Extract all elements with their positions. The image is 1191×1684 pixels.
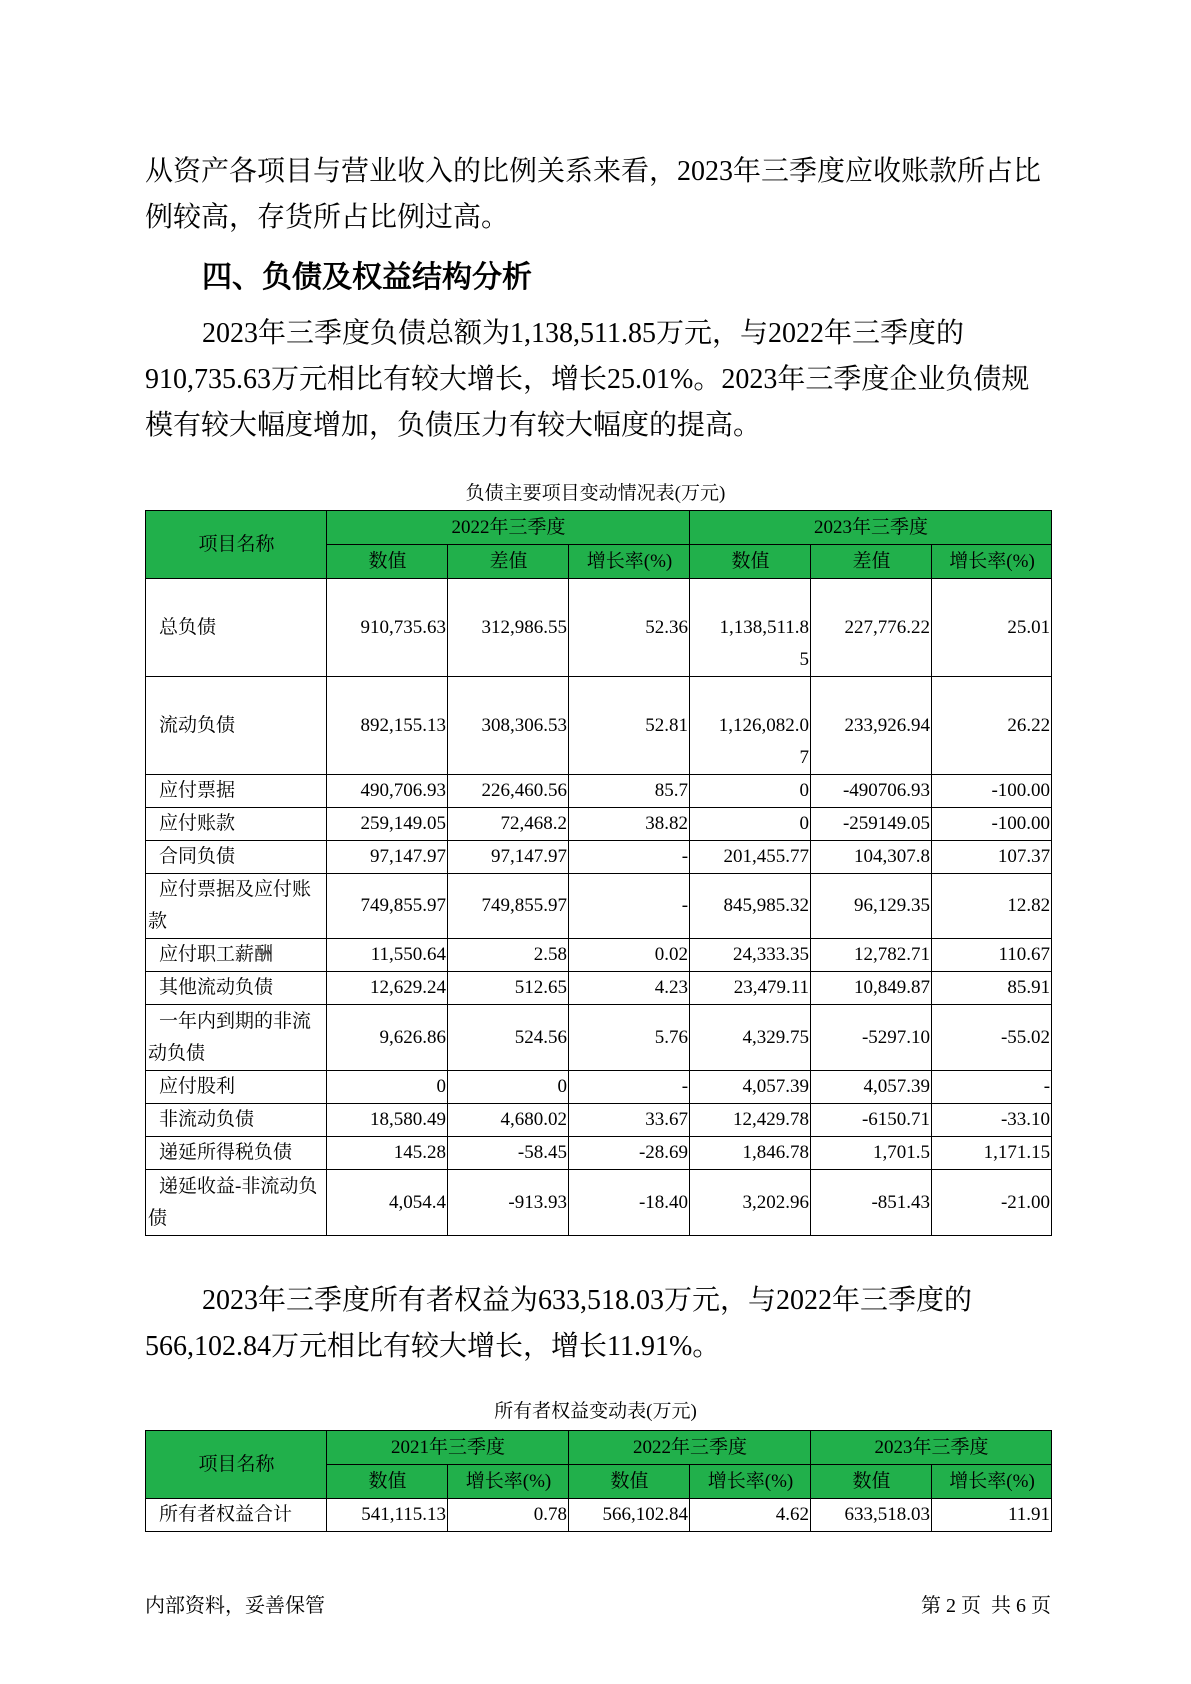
cell-2022-diff: 524.56	[448, 1005, 569, 1071]
cell-2022-diff: 308,306.53	[448, 677, 569, 775]
cell-item: 递延收益-非流动负债	[146, 1170, 327, 1236]
liability-table-caption: 负债主要项目变动情况表(万元)	[465, 483, 726, 504]
header-2022-growth: 增长率(%)	[569, 545, 690, 579]
cell-2022-growth: 85.7	[569, 775, 690, 808]
cell-2023-value-text: 1,138,511.85	[719, 616, 810, 670]
cell-item: 所有者权益合计	[146, 1499, 327, 1532]
header-period-2022: 2022年三季度	[327, 511, 690, 545]
cell-2022-diff: -58.45	[448, 1137, 569, 1170]
cell-2023-value	[690, 677, 811, 775]
cell-2023-growth: 25.01	[932, 579, 1052, 677]
cell-2022-growth: 33.67	[569, 1104, 690, 1137]
cell-2022-value: 749,855.97	[327, 874, 448, 939]
cell-2023-diff: 4,057.39	[811, 1071, 932, 1104]
cell-2021-growth: 0.78	[448, 1499, 569, 1532]
cell-2022-value: 12,629.24	[327, 972, 448, 1005]
cell-2023-value: 4,057.39	[690, 1071, 811, 1104]
cell-item: 递延所得税负债	[146, 1137, 327, 1170]
cell-2023-value: 4,329.75	[690, 1005, 811, 1071]
cell-2023-growth: -21.00	[932, 1170, 1052, 1236]
cell-item: 合同负债	[146, 841, 327, 874]
liability-paragraph: 2023年三季度负债总额为1,138,511.85万元，与2022年三季度的910,735.63万元相比有较大增长，增长25.01%。2023年三季度企业负债规模有较大幅度增加，负债压力有较大幅度的提高。	[145, 318, 1030, 441]
cell-2023-value: 633,518.03	[811, 1499, 932, 1532]
cell-2022-value: 910,735.63	[327, 579, 448, 677]
cell-2022-value: 4,054.4	[327, 1170, 448, 1236]
cell-2022-value: 566,102.84	[569, 1499, 690, 1532]
cell-2022-diff: 749,855.97	[448, 874, 569, 939]
header-2022-value: 数值	[327, 545, 448, 579]
cell-2023-value: 3,202.96	[690, 1170, 811, 1236]
cell-2023-diff: -259149.05	[811, 808, 932, 841]
table-row	[146, 1137, 1052, 1170]
cell-2022-diff: -913.93	[448, 1170, 569, 1236]
cell-2022-value: 490,706.93	[327, 775, 448, 808]
cell-2022-value: 18,580.49	[327, 1104, 448, 1137]
cell-2023-value: 0	[690, 775, 811, 808]
footer-confidential-note: 内部资料，妥善保管	[145, 1595, 325, 1617]
table-row	[146, 775, 1052, 808]
cell-2023-diff: 12,782.71	[811, 939, 932, 972]
cell-2023-value: 201,455.77	[690, 841, 811, 874]
footer-page-number: 第 2 页 共 6 页	[921, 1595, 1051, 1617]
cell-item: 应付票据及应付账款	[146, 874, 327, 939]
cell-2023-growth: 107.37	[932, 841, 1052, 874]
table-row	[146, 808, 1052, 841]
cell-2023-growth: 110.67	[932, 939, 1052, 972]
cell-2022-growth: 5.76	[569, 1005, 690, 1071]
header-period-2021: 2021年三季度	[327, 1431, 569, 1465]
table-row	[146, 841, 1052, 874]
cell-2022-diff: 2.58	[448, 939, 569, 972]
header-2023-growth: 增长率(%)	[932, 1465, 1052, 1499]
cell-item: 一年内到期的非流动负债	[146, 1005, 327, 1071]
cell-2022-growth: 0.02	[569, 939, 690, 972]
cell-2022-growth: 52.81	[569, 677, 690, 775]
table-row	[146, 579, 1052, 677]
cell-item: 其他流动负债	[146, 972, 327, 1005]
cell-2022-diff: 97,147.97	[448, 841, 569, 874]
cell-2023-diff: 96,129.35	[811, 874, 932, 939]
cell-2023-diff: 104,307.8	[811, 841, 932, 874]
cell-2022-growth: -28.69	[569, 1137, 690, 1170]
cell-2023-growth: -100.00	[932, 808, 1052, 841]
cell-item: 非流动负债	[146, 1104, 327, 1137]
cell-2023-growth: -100.00	[932, 775, 1052, 808]
cell-2023-diff: -5297.10	[811, 1005, 932, 1071]
cell-2022-value: 0	[327, 1071, 448, 1104]
cell-item: 总负债	[146, 579, 327, 677]
cell-2022-growth: 38.82	[569, 808, 690, 841]
cell-item: 应付股利	[146, 1071, 327, 1104]
cell-2022-diff: 226,460.56	[448, 775, 569, 808]
cell-2023-diff: -851.43	[811, 1170, 932, 1236]
cell-2023-growth: -33.10	[932, 1104, 1052, 1137]
cell-2022-growth: -18.40	[569, 1170, 690, 1236]
header-2023-growth: 增长率(%)	[932, 545, 1052, 579]
cell-2023-growth: -55.02	[932, 1005, 1052, 1071]
cell-2023-value: 24,333.35	[690, 939, 811, 972]
table-row	[146, 677, 1052, 775]
equity-paragraph: 2023年三季度所有者权益为633,518.03万元，与2022年三季度的566,102.84万元相比有较大增长，增长11.91%。	[145, 1285, 973, 1362]
cell-2023-diff: 10,849.87	[811, 972, 932, 1005]
cell-2023-diff: 1,701.5	[811, 1137, 932, 1170]
table-row	[146, 972, 1052, 1005]
header-2023-value: 数值	[690, 545, 811, 579]
cell-2023-diff: -6150.71	[811, 1104, 932, 1137]
cell-2023-value: 0	[690, 808, 811, 841]
table-row	[146, 1170, 1052, 1236]
cell-2023-diff: -490706.93	[811, 775, 932, 808]
header-2022-diff: 差值	[448, 545, 569, 579]
cell-2022-value: 9,626.86	[327, 1005, 448, 1071]
header-period-2023: 2023年三季度	[811, 1431, 1052, 1465]
cell-2023-growth: -	[932, 1071, 1052, 1104]
cell-2023-value	[690, 579, 811, 677]
cell-item: 应付职工薪酬	[146, 939, 327, 972]
cell-item: 流动负债	[146, 677, 327, 775]
intro-paragraph: 从资产各项目与营业收入的比例关系来看，2023年三季度应收账款所占比例较高，存货所占比例过高。	[145, 156, 1042, 233]
cell-2023-growth: 12.82	[932, 874, 1052, 939]
cell-2022-growth: 4.62	[690, 1499, 811, 1532]
header-period-2022: 2022年三季度	[569, 1431, 811, 1465]
header-2022-value: 数值	[569, 1465, 690, 1499]
cell-2023-growth: 85.91	[932, 972, 1052, 1005]
header-2023-diff: 差值	[811, 545, 932, 579]
cell-2023-growth: 26.22	[932, 677, 1052, 775]
cell-2022-value: 11,550.64	[327, 939, 448, 972]
cell-2022-growth: -	[569, 1071, 690, 1104]
cell-2023-value: 12,429.78	[690, 1104, 811, 1137]
cell-2022-diff: 512.65	[448, 972, 569, 1005]
table-row	[146, 939, 1052, 972]
cell-2023-diff: 233,926.94	[811, 677, 932, 775]
table-row	[146, 1005, 1052, 1071]
cell-item: 应付票据	[146, 775, 327, 808]
cell-2022-diff: 72,468.2	[448, 808, 569, 841]
table-row	[146, 1104, 1052, 1137]
table-row	[146, 874, 1052, 939]
cell-2023-growth: 11.91	[932, 1499, 1052, 1532]
cell-2023-value: 1,846.78	[690, 1137, 811, 1170]
header-item-name: 项目名称	[146, 511, 327, 579]
section-heading: 四、负债及权益结构分析	[202, 261, 532, 294]
cell-2023-value: 23,479.11	[690, 972, 811, 1005]
cell-item: 应付账款	[146, 808, 327, 841]
cell-2022-value: 97,147.97	[327, 841, 448, 874]
cell-2023-value: 845,985.32	[690, 874, 811, 939]
header-2023-value: 数值	[811, 1465, 932, 1499]
cell-2022-diff: 312,986.55	[448, 579, 569, 677]
header-2022-growth: 增长率(%)	[690, 1465, 811, 1499]
cell-2021-value: 541,115.13	[327, 1499, 448, 1532]
cell-2022-diff: 0	[448, 1071, 569, 1104]
cell-2022-value: 892,155.13	[327, 677, 448, 775]
liability-table	[145, 510, 1052, 1236]
cell-2022-growth: -	[569, 841, 690, 874]
table-header-row	[146, 1431, 1052, 1465]
cell-2023-growth: 1,171.15	[932, 1137, 1052, 1170]
cell-2023-value-text: 1,126,082.07	[718, 714, 810, 768]
cell-2022-diff: 4,680.02	[448, 1104, 569, 1137]
cell-2023-diff: 227,776.22	[811, 579, 932, 677]
header-item-name: 项目名称	[146, 1431, 327, 1499]
cell-2022-growth: -	[569, 874, 690, 939]
header-2021-value: 数值	[327, 1465, 448, 1499]
cell-2022-growth: 4.23	[569, 972, 690, 1005]
equity-table-caption: 所有者权益变动表(万元)	[494, 1401, 697, 1422]
table-row	[146, 1499, 1052, 1532]
table-header-row	[146, 511, 1052, 545]
header-period-2023: 2023年三季度	[690, 511, 1052, 545]
table-row	[146, 1071, 1052, 1104]
cell-2022-value: 259,149.05	[327, 808, 448, 841]
cell-2022-growth: 52.36	[569, 579, 690, 677]
cell-2022-value: 145.28	[327, 1137, 448, 1170]
equity-table	[145, 1430, 1052, 1532]
header-2021-growth: 增长率(%)	[448, 1465, 569, 1499]
